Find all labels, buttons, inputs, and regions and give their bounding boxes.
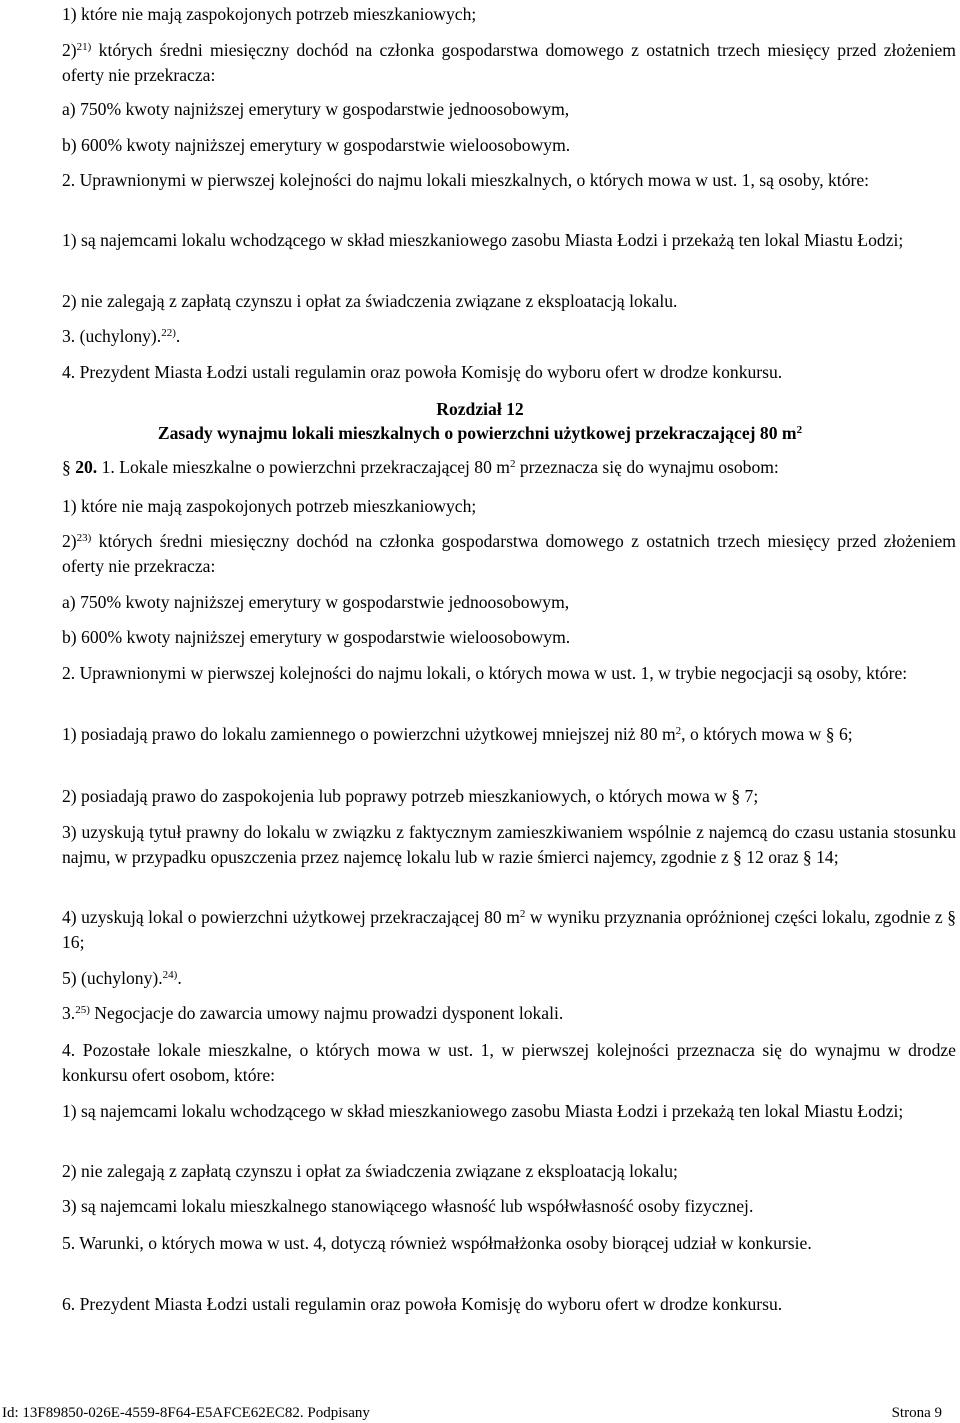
paragraph (62, 1001, 956, 1026)
paragraph-number: 3. (62, 1003, 76, 1023)
footnote-ref[interactable]: 21) (76, 41, 92, 53)
document-id-footer: Id: 13F89850-026E-4559-8F64-E5AFCE62EC82. Podpisany (2, 1405, 370, 1421)
list-item: 1) są najemcami lokalu wchodzącego w skład mieszkaniowego zasobu Miasta Łodzi i przekażą ten lokal Miastu Łodzi; (62, 230, 904, 250)
footnote-ref[interactable]: 22) (161, 327, 176, 339)
list-item (62, 529, 956, 578)
list-item (62, 966, 956, 991)
paragraph: 4. Pozostałe lokale mieszkalne, o których mowa w ust. 1, w pierwszej kolejności przeznacza się do wynajmu w drodze konkursu ofert osobom, które: (62, 1040, 956, 1085)
paragraph-text: Negocjacje do zawarcia umowy najmu prowadzi dysponent lokali. (89, 1003, 564, 1023)
chapter-heading: Rozdział 12 (436, 399, 524, 419)
paragraph: 6. Prezydent Miasta Łodzi ustali regulamin oraz powoła Komisję do wyboru ofert w drodze konkursu. (62, 1294, 783, 1314)
list-item: 3) uzyskują tytuł prawny do lokalu w związku z faktycznym zamieszkiwaniem wspólnie z najemcą do czasu ustania stosunku najmu, w przypadku opuszczenia przez najemcę lokalu lub w razie śmierci najemcy, zgodnie z § 12 oraz § 14; (62, 822, 956, 867)
list-item: 2) posiadają prawo do zaspokojenia lub poprawy potrzeb mieszkaniowych, o których mowa w § 7; (62, 786, 759, 806)
list-item: a) 750% kwoty najniższej emerytury w gospodarstwie jednoosobowym, (62, 99, 570, 119)
list-text: których średni miesięczny dochód na członka gospodarstwa domowego z ostatnich trzech miesięcy przed złożeniem oferty nie przekracza: (62, 40, 956, 85)
list-marker: 2) (62, 531, 77, 551)
list-item: 1) które nie mają zaspokojonych potrzeb mieszkaniowych; (62, 496, 477, 516)
list-marker: 2) (62, 40, 77, 60)
superscript: 2 (519, 908, 526, 920)
list-text: 5) (uchylony). (62, 968, 163, 988)
paragraph-end: . (175, 326, 181, 346)
list-item: 1) są najemcami lokalu wchodzącego w skład mieszkaniowego zasobu Miasta Łodzi i przekażą ten lokal Miastu Łodzi; (62, 1101, 904, 1121)
list-item: 2) nie zalegają z zapłatą czynszu i opłat za świadczenia związane z eksploatacją lokalu; (62, 1161, 678, 1181)
list-text-end: w wyniku przyznania opróżnionej części lokalu, zgodnie z § 16; (62, 907, 956, 952)
list-item: 1) które nie mają zaspokojonych potrzeb mieszkaniowych; (62, 4, 477, 24)
list-item (62, 905, 956, 954)
paragraph-text: 3. (uchylony). (62, 326, 162, 346)
paragraph-number: 20. (75, 457, 98, 477)
list-item (62, 38, 956, 87)
paragraph: 4. Prezydent Miasta Łodzi ustali regulamin oraz powoła Komisję do wyboru ofert w drodze konkursu. (62, 362, 783, 382)
list-item: b) 600% kwoty najniższej emerytury w gospodarstwie wieloosobowym. (62, 135, 571, 155)
list-item: b) 600% kwoty najniższej emerytury w gospodarstwie wieloosobowym. (62, 627, 571, 647)
page-number: Strona 9 (891, 1405, 942, 1421)
list-text: których średni miesięczny dochód na członka gospodarstwa domowego z ostatnich trzech miesięcy przed złożeniem oferty nie przekracza: (62, 531, 956, 576)
paragraph: 5. Warunki, o których mowa w ust. 4, dotyczą również współmałżonka osoby biorącej udział w konkursie. (62, 1233, 812, 1253)
chapter-title-text: Zasady wynajmu lokali mieszkalnych o powierzchni użytkowej przekraczającej 80 m (157, 423, 797, 443)
footnote-ref[interactable]: 23) (76, 532, 92, 544)
list-end: . (177, 968, 182, 988)
list-item (62, 722, 956, 747)
chapter-title (0, 421, 960, 446)
paragraph: 2. Uprawnionymi w pierwszej kolejności do najmu lokali, o których mowa w ust. 1, w trybie negocjacji są osoby, które: (62, 663, 908, 683)
paragraph (62, 324, 956, 349)
list-item: 3) są najemcami lokalu mieszkalnego stanowiącego własność lub współwłasność osoby fizycznej. (62, 1196, 754, 1216)
paragraph-text: 1. Lokale mieszkalne o powierzchni przekraczającej 80 m (97, 457, 510, 477)
list-text: 1) posiadają prawo do lokalu zamiennego o powierzchni użytkowej mniejszej niż 80 m (62, 724, 676, 744)
paragraph-text-end: przeznacza się do wynajmu osobom: (515, 457, 779, 477)
list-text: 4) uzyskują lokal o powierzchni użytkowej przekraczającej 80 m (62, 907, 520, 927)
superscript: 2 (675, 725, 682, 737)
list-item: 2) nie zalegają z zapłatą czynszu i opłat za świadczenia związane z eksploatacją lokalu. (62, 291, 678, 311)
footnote-ref[interactable]: 24) (162, 969, 178, 981)
list-item: a) 750% kwoty najniższej emerytury w gospodarstwie jednoosobowym, (62, 592, 570, 612)
list-text-end: , o których mowa w § 6; (681, 724, 853, 744)
paragraph: 2. Uprawnionymi w pierwszej kolejności do najmu lokali mieszkalnych, o których mowa w ust. 1, są osoby, które: (62, 170, 870, 190)
superscript: 2 (509, 458, 516, 470)
footnote-ref[interactable]: 25) (75, 1004, 90, 1016)
superscript: 2 (796, 424, 803, 436)
paragraph: § 20. 1. Lokale mieszkalne o powierzchni przekraczającej 80 $m^2$ przeznacza się do wynajmu osobom: (62, 457, 779, 477)
